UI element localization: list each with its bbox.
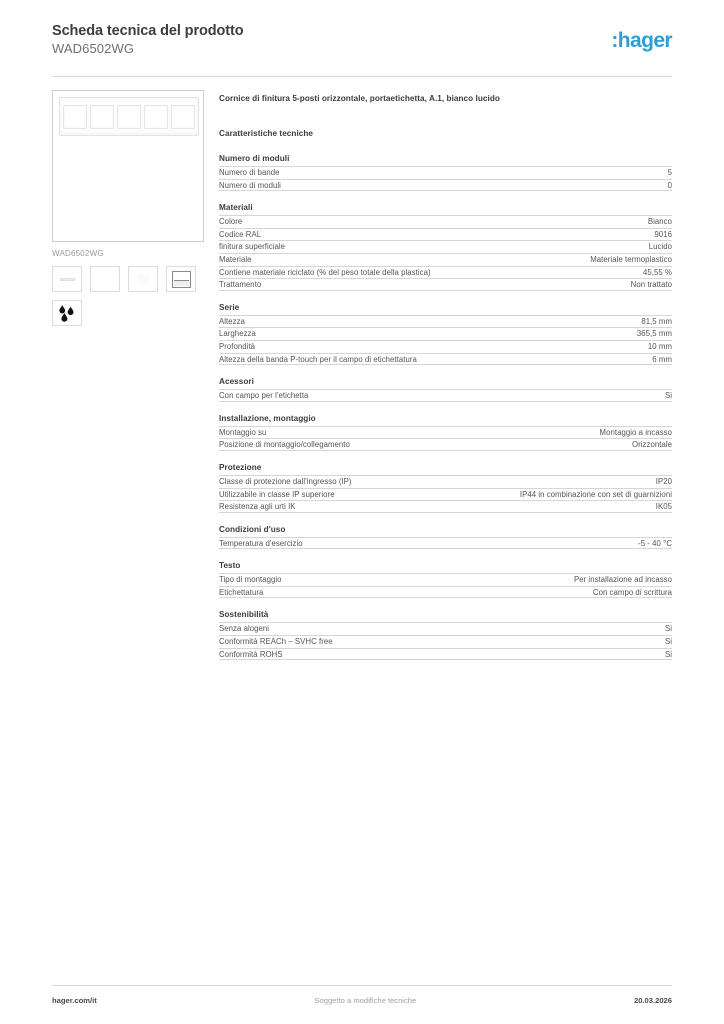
product-badge-list xyxy=(52,300,204,326)
spec-row xyxy=(219,488,672,501)
spec-row xyxy=(219,426,672,439)
spec-row xyxy=(219,266,672,279)
footer-disclaimer: Soggetto a modifiche tecniche xyxy=(314,996,417,1005)
spec-row xyxy=(219,648,672,661)
spec-row xyxy=(219,327,672,340)
frame-cell xyxy=(63,105,87,129)
spec-label: Utilizzabile in classe IP superiore xyxy=(219,489,335,499)
spec-value: 9016 xyxy=(654,229,672,239)
frame-cell xyxy=(90,105,114,129)
spec-label: Temperatura d'esercizio xyxy=(219,538,303,548)
specification-section xyxy=(219,561,672,598)
spec-row xyxy=(219,635,672,648)
hager-logo: :hager xyxy=(611,29,672,52)
spec-label: Larghezza xyxy=(219,329,256,339)
spec-value: -5 - 40 °C xyxy=(638,538,672,548)
spec-label: Codice RAL xyxy=(219,229,262,239)
spec-row xyxy=(219,586,672,599)
spec-label: Posizione di montaggio/collegamento xyxy=(219,440,350,450)
spec-label: Trattamento xyxy=(219,280,262,290)
spec-row xyxy=(219,500,672,513)
spec-value: 10 mm xyxy=(647,341,672,351)
spec-row xyxy=(219,240,672,253)
spec-label: Altezza della banda P-touch per il campo di etichettatura xyxy=(219,354,417,364)
spec-value: IP44 in combinazione con set di guarnizioni xyxy=(519,489,672,499)
label-field-icon xyxy=(60,278,75,281)
spec-label: Conformità ROHS xyxy=(219,649,283,659)
product-image-column xyxy=(52,90,204,326)
spec-label: Materiale xyxy=(219,254,252,264)
spec-value: Si xyxy=(664,391,672,401)
spec-value: Si xyxy=(664,649,672,659)
spec-label: Colore xyxy=(219,217,243,227)
badge-splash-proof xyxy=(52,300,82,326)
spec-value: Si xyxy=(664,624,672,634)
flush-mount-icon xyxy=(172,271,191,288)
spec-label: Conformità REACh – SVHC free xyxy=(219,637,333,647)
specification-section xyxy=(219,463,672,513)
section-title: Numero di moduli xyxy=(219,154,290,163)
section-title: Protezione xyxy=(219,462,262,472)
footer-divider xyxy=(52,985,672,986)
spec-row xyxy=(219,253,672,266)
spec-label: Contiene materiale riciclato (% del peso totale della plastica) xyxy=(219,267,431,277)
product-thumbnail-list xyxy=(52,266,204,292)
section-title: Condizioni d'uso xyxy=(219,524,286,534)
spec-label: Montaggio su xyxy=(219,427,267,437)
specification-section xyxy=(219,414,672,451)
spec-row xyxy=(219,573,672,586)
spec-value: 0 xyxy=(667,180,672,190)
spec-value: IK05 xyxy=(655,502,672,512)
product-description: Cornice di finitura 5-posti orizzontale, portaetichetta, A.1, bianco lucido xyxy=(219,94,500,103)
spec-row xyxy=(219,315,672,328)
specifications-column xyxy=(219,94,672,672)
specification-section xyxy=(219,154,672,191)
spec-row xyxy=(219,475,672,488)
spec-label: Etichettatura xyxy=(219,587,264,597)
spec-label: Altezza xyxy=(219,316,245,326)
faint-frame-icon xyxy=(137,274,150,285)
spec-row xyxy=(219,353,672,366)
thumbnail-blank-frame[interactable] xyxy=(90,266,120,292)
specification-section xyxy=(219,303,672,365)
spec-row xyxy=(219,179,672,192)
section-title: Acessori xyxy=(219,377,254,387)
spec-value: 6 mm xyxy=(652,354,672,364)
spec-row xyxy=(219,215,672,228)
spec-row xyxy=(219,389,672,402)
specification-section xyxy=(219,525,672,550)
spec-row xyxy=(219,340,672,353)
frame-cell xyxy=(171,105,195,129)
section-title: Testo xyxy=(219,561,241,571)
thumbnail-label-field[interactable] xyxy=(52,266,82,292)
section-title: Sostenibilità xyxy=(219,610,269,620)
section-title: Materiali xyxy=(219,203,253,213)
frame-cell xyxy=(144,105,168,129)
footer-date: 20.03.2026 xyxy=(633,996,672,1005)
frame-cell xyxy=(117,105,141,129)
spec-row xyxy=(219,166,672,179)
water-drops-icon xyxy=(56,304,78,322)
section-title: Installazione, montaggio xyxy=(219,413,316,423)
spec-row xyxy=(219,537,672,550)
page-title: Scheda tecnica del prodotto xyxy=(52,23,244,39)
product-image-caption: WAD6502WG xyxy=(52,249,104,258)
page-footer xyxy=(52,996,672,1005)
specification-section xyxy=(219,377,672,402)
spec-label: Numero di moduli xyxy=(219,180,281,190)
spec-value: Si xyxy=(664,637,672,647)
spec-value: 45,55 % xyxy=(643,267,672,277)
spec-value: Bianco xyxy=(647,217,672,227)
spec-row xyxy=(219,278,672,291)
product-reference: WAD6502WG xyxy=(52,41,135,56)
page-header xyxy=(52,22,672,74)
thumbnail-faint-frame[interactable] xyxy=(128,266,158,292)
spec-label: Resistenza agli urti IK xyxy=(219,502,296,512)
spec-row xyxy=(219,622,672,635)
spec-value: 81,5 mm xyxy=(641,316,672,326)
spec-label: Senza alogeni xyxy=(219,624,270,634)
spec-value: Materiale termoplastico xyxy=(590,254,672,264)
spec-value: 5 xyxy=(667,168,672,177)
spec-value: Non trattato xyxy=(630,280,672,290)
specification-section xyxy=(219,203,672,291)
spec-label: Con campo per l'etichetta xyxy=(219,391,309,401)
product-image xyxy=(52,90,204,242)
spec-value: 365,5 mm xyxy=(636,329,672,339)
spec-row xyxy=(219,438,672,451)
frame-5-gang-graphic xyxy=(59,97,199,136)
spec-value: Per installazione ad incasso xyxy=(573,575,672,585)
spec-value: Montaggio a incasso xyxy=(599,427,672,437)
spec-value: Con campo di scrittura xyxy=(592,587,672,597)
specifications-heading: Caratteristiche tecniche xyxy=(219,129,314,138)
spec-row xyxy=(219,228,672,241)
thumbnail-flush-mount[interactable] xyxy=(166,266,196,292)
specification-section xyxy=(219,610,672,660)
specification-sections xyxy=(219,154,672,660)
spec-label: Profondità xyxy=(219,341,256,351)
footer-website[interactable]: hager.com/it xyxy=(52,996,97,1005)
section-title: Serie xyxy=(219,302,240,312)
spec-value: IP20 xyxy=(655,476,672,486)
spec-value: Orizzontale xyxy=(632,440,672,450)
header-divider xyxy=(52,76,672,77)
spec-label: Tipo di montaggio xyxy=(219,575,282,585)
spec-label: Numero di bande xyxy=(219,168,280,177)
spec-label: Classe di protezione dall'ingresso (IP) xyxy=(219,476,352,486)
spec-label: finitura superficiale xyxy=(219,242,286,252)
spec-value: Lucido xyxy=(648,242,672,252)
